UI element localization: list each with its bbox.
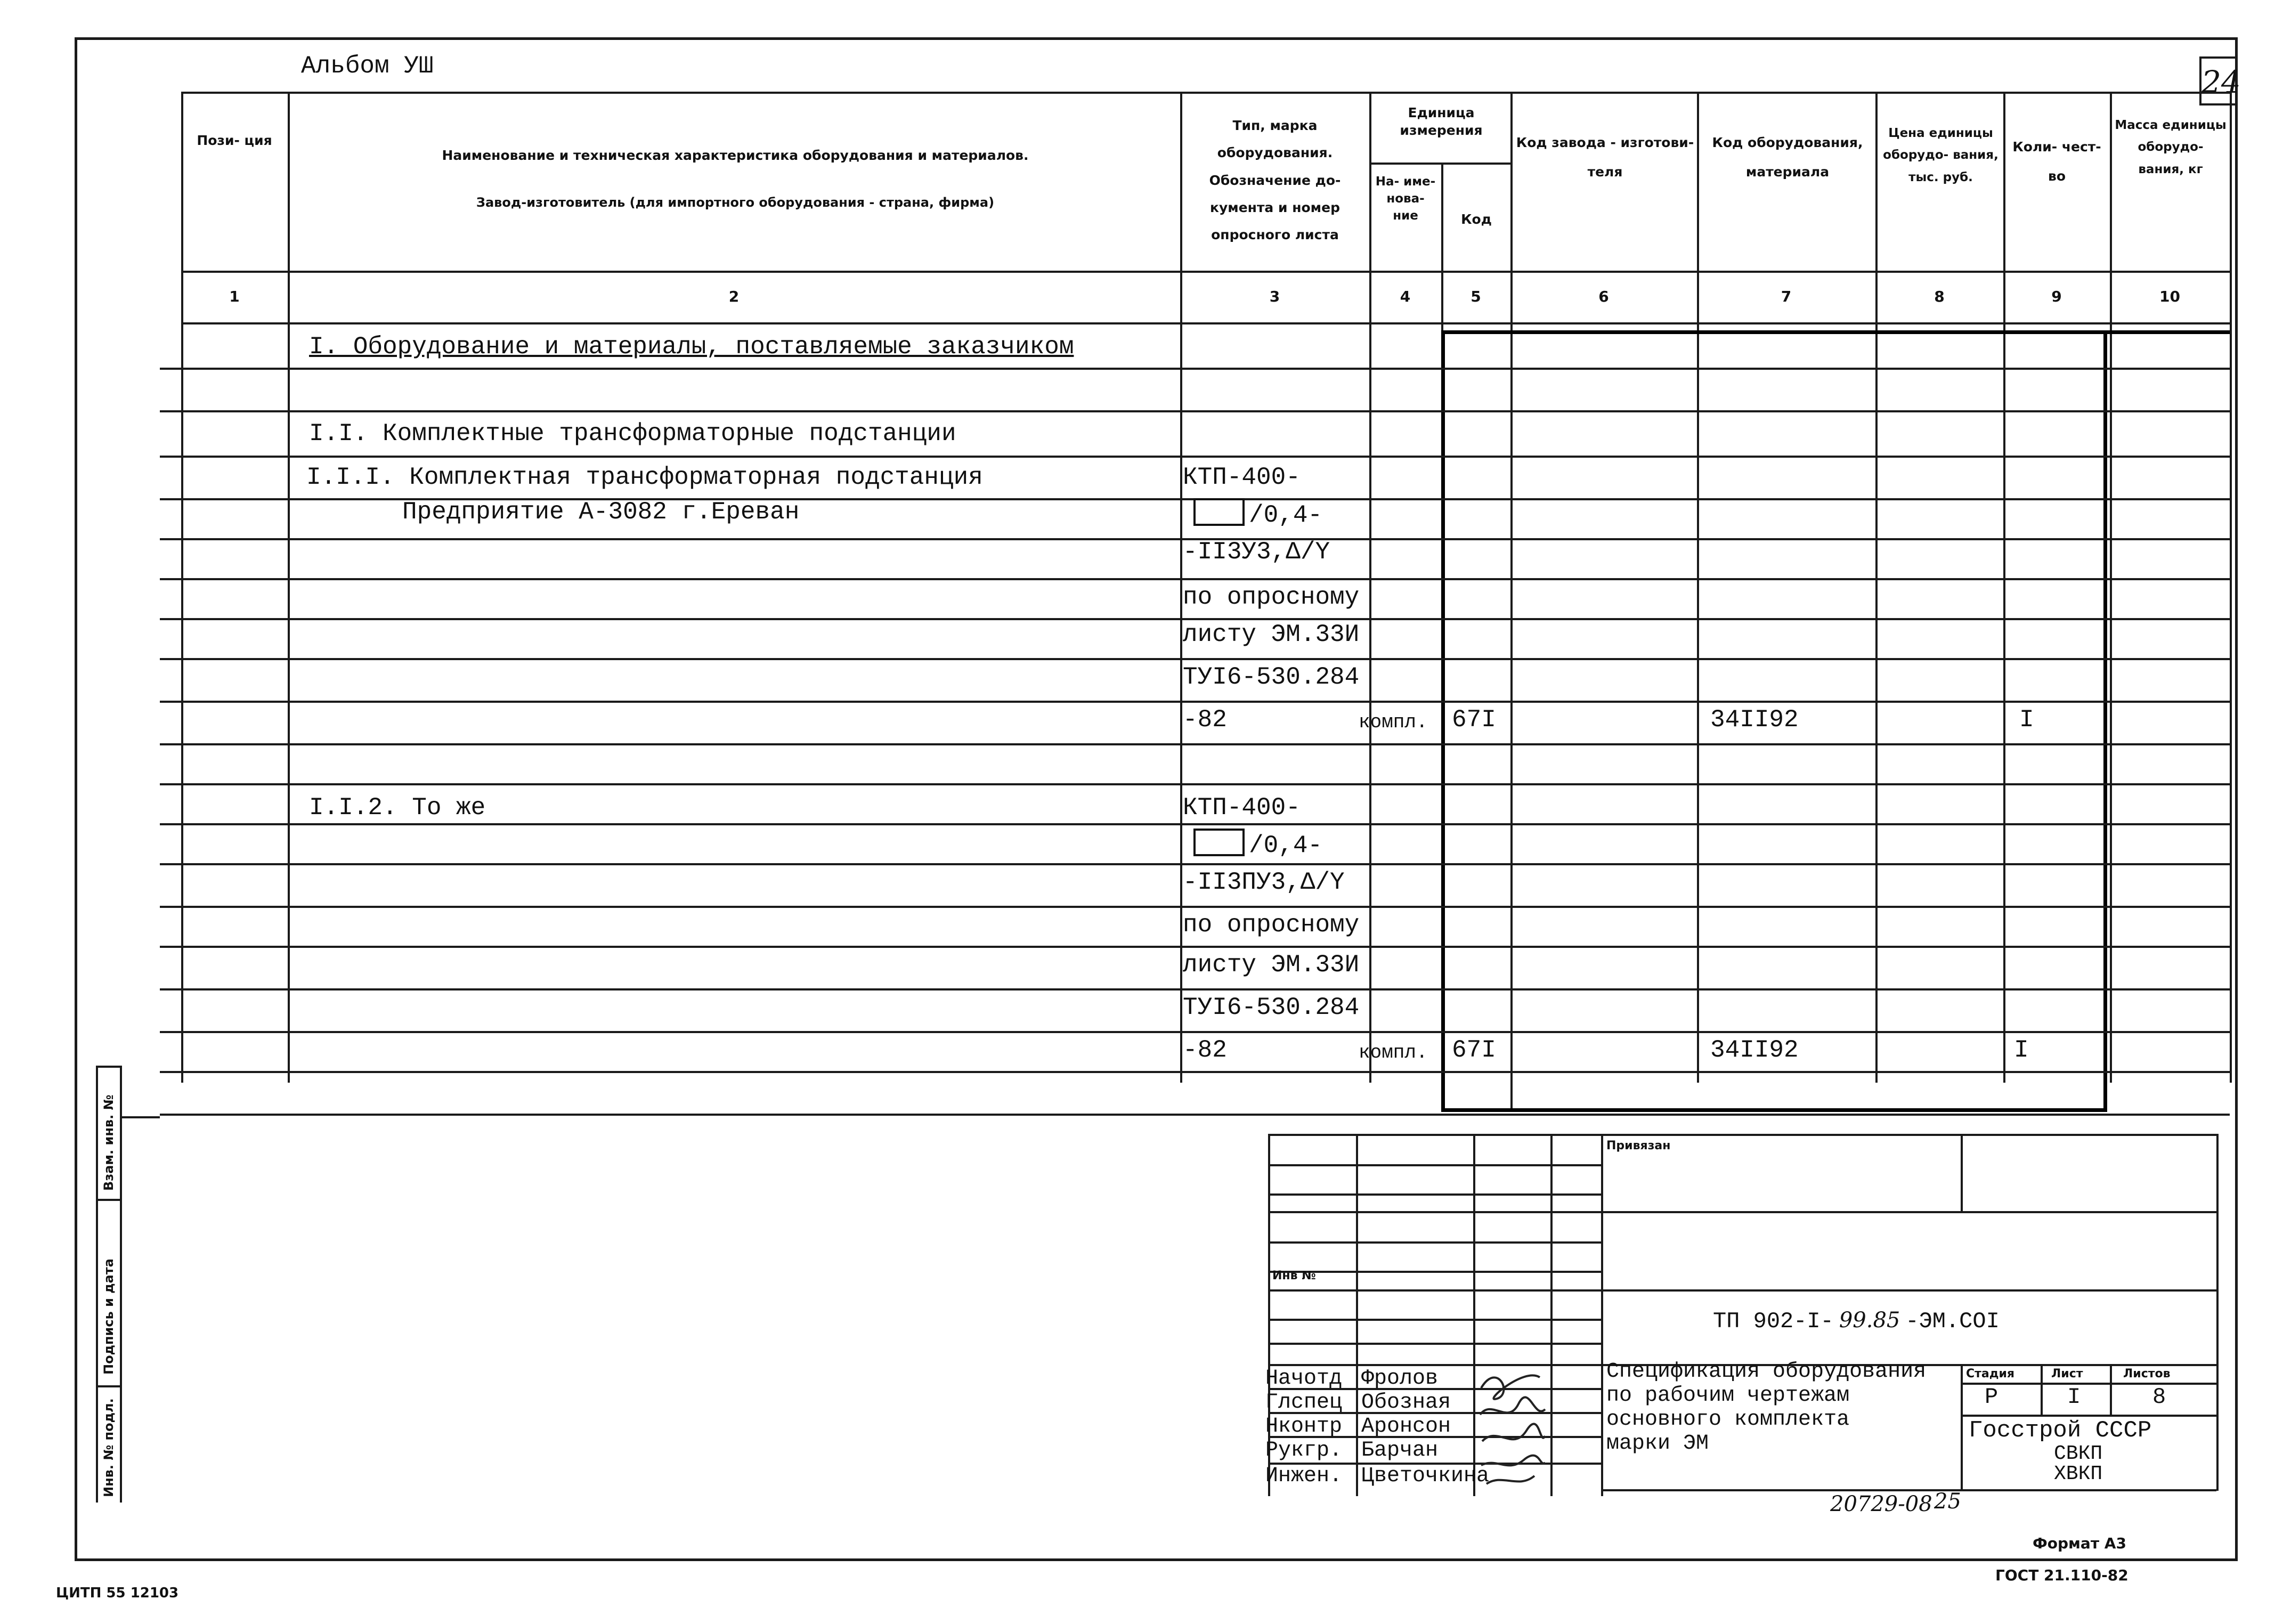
header-bottom-line — [181, 271, 2230, 273]
header-mass: Масса единицы оборудо- вания, кг — [2115, 118, 2227, 176]
col-line — [1369, 92, 1371, 1083]
item-1-1-1-code: 34II92 — [1710, 706, 1799, 734]
stamp-line — [1356, 1134, 1358, 1496]
header-maker: Завод-изготовитель (для импортного оборудования - страна, фирма) — [476, 195, 995, 210]
row-line — [160, 1031, 2230, 1033]
section-1-title: I. Оборудование и материалы, поставляемые заказчиком — [309, 333, 1074, 361]
stamp-role-0: Начотд — [1265, 1367, 1343, 1391]
col-line — [1875, 92, 1878, 1083]
header-position: Пози- ция — [197, 133, 272, 148]
stamp-line — [1268, 1289, 2216, 1292]
stamp-org-1: СВКП — [2054, 1442, 2103, 1465]
stamp-stage: Р — [1985, 1384, 1998, 1410]
colnum-2: 2 — [728, 288, 740, 305]
stamp-title-1: по рабочим чертежам — [1606, 1384, 1850, 1408]
header-unit-code: Код — [1461, 212, 1492, 227]
header-unit-group: Единица измерения — [1400, 105, 1483, 138]
side-label-vzam-inv: Взам. инв. № — [101, 1094, 116, 1191]
item-1-1-2-qty: I — [2014, 1036, 2029, 1064]
stamp-sheet: I — [2067, 1384, 2081, 1410]
stamp-hand-number: 20729-08 — [1830, 1492, 1932, 1516]
item-1-1-1-type-3: по опросному — [1183, 583, 1360, 611]
row-line — [160, 578, 2230, 580]
col-line — [181, 92, 183, 1083]
unit-group-line — [1369, 163, 1510, 165]
item-1-1-1-type-6: -82 — [1183, 706, 1227, 734]
stamp-privyazan: Привязан — [1606, 1139, 1671, 1152]
col-line — [1697, 92, 1699, 1083]
header-plant-code: Код завода - изготови- теля — [1516, 135, 1694, 180]
stamp-line — [1268, 1241, 1601, 1244]
stamp-sheets-label: Листов — [2123, 1367, 2171, 1381]
item-1-1-2-unit: компл. — [1359, 1042, 1428, 1063]
stamp-line — [1601, 1134, 1603, 1496]
stamp-hand-number2: 25 — [1934, 1489, 1961, 1514]
item-1-1-1-unit: компл. — [1359, 711, 1428, 733]
stamp-line — [1268, 1271, 1601, 1273]
item-1-1-2-code: 34II92 — [1710, 1036, 1799, 1064]
header-equipment-code: Код оборудования, материала — [1712, 135, 1863, 180]
stamp-title-2: основного комплекта — [1606, 1408, 1850, 1432]
binding-strip-line — [96, 1066, 120, 1068]
item-1-1-1-type-2: -II3У3,Δ/Y — [1183, 538, 1330, 566]
side-label-inv-podl: Инв. № подл. — [101, 1398, 116, 1497]
row-line — [160, 701, 2230, 703]
stamp-line — [1550, 1134, 1553, 1496]
stamp-line — [1268, 1211, 2216, 1213]
gost-label: ГОСТ 21.110-82 — [1995, 1566, 2128, 1584]
item-1-1-2-type-3: по опросному — [1183, 911, 1360, 939]
header-unit-name: На- име- нова- ние — [1375, 175, 1436, 223]
binding-strip-edge — [96, 1066, 98, 1503]
row-line — [160, 783, 2230, 785]
side-label-signature-date: Подпись и дата — [101, 1258, 116, 1375]
binding-strip-line — [96, 1199, 120, 1201]
item-1-1-2-type-4: листу ЭМ.33И — [1183, 951, 1360, 979]
stamp-name-4: Цветочкина — [1361, 1464, 1490, 1488]
stamp-line — [1961, 1383, 2216, 1385]
row-line — [160, 658, 2230, 660]
stamp-stage-label: Стадия — [1966, 1367, 2015, 1381]
colnum-6: 6 — [1598, 288, 1609, 305]
item-1-1-1-maker: Предприятие А-3082 г.Ереван — [402, 498, 800, 526]
header-type: Тип, марка оборудования. Обозначение до- кумента и номер опросного листа — [1209, 118, 1341, 242]
stamp-inv-no: Инв № — [1272, 1269, 1316, 1282]
stamp-line — [1268, 1319, 1601, 1321]
stamp-name-1: Обозная — [1361, 1391, 1451, 1415]
item-1-1-2-type-0: КТП-400- — [1183, 794, 1301, 822]
binding-strip-line — [96, 1385, 120, 1387]
colnum-4: 4 — [1400, 288, 1411, 305]
header-quantity: Коли- чест- во — [2012, 139, 2101, 184]
stamp-title-0: Спецификация оборудования — [1606, 1360, 1927, 1384]
stamp-line — [120, 1116, 160, 1118]
item-1-1-1-unitcode: 67I — [1452, 706, 1496, 734]
item-1-1-2-type-1: /0,4- — [1193, 829, 1322, 859]
item-1-1-1-type-5: ТУI6-530.284 — [1183, 663, 1360, 691]
row-line — [160, 988, 2230, 990]
stamp-org-2: ХВКП — [2054, 1463, 2103, 1485]
stamp-role-1: Глспец — [1265, 1391, 1343, 1415]
colnum-7: 7 — [1781, 288, 1792, 305]
header-name: Наименование и техническая характеристика оборудования и материалов. — [442, 148, 1029, 163]
col-line — [2230, 92, 2232, 1083]
stamp-name-2: Аронсон — [1361, 1415, 1451, 1439]
stamp-doc-code: ТП 902-I- 99.85 -ЭМ.COI — [1713, 1308, 2000, 1334]
stamp-role-3: Рукгр. — [1265, 1439, 1343, 1463]
stamp-role-4: Инжен. — [1265, 1464, 1343, 1488]
col-line — [2110, 92, 2112, 1083]
colnum-9: 9 — [2051, 288, 2062, 305]
stamp-role-2: Нконтр — [1265, 1415, 1343, 1439]
item-1-1-2-type-2: -II3ПУ3,Δ/Y — [1183, 868, 1345, 896]
item-1-1-2-type-6: -82 — [1183, 1036, 1227, 1064]
item-1-1-2-type-5: ТУI6-530.284 — [1183, 994, 1360, 1021]
item-1-1-1-type-0: КТП-400- — [1183, 464, 1301, 491]
stamp-sheet-label: Лист — [2051, 1367, 2083, 1381]
stamp-title-3: марки ЭМ — [1606, 1432, 1709, 1456]
stamp-line — [1601, 1489, 2216, 1491]
stamp-line — [1473, 1134, 1475, 1496]
row-line — [160, 410, 2230, 412]
stamp-line — [1268, 1343, 1601, 1345]
colnum-10: 10 — [2159, 288, 2180, 305]
stamp-line — [1961, 1415, 2216, 1417]
col-line — [2003, 92, 2005, 1083]
table-top-line — [181, 92, 2230, 94]
row-line — [160, 618, 2230, 620]
format-label: Формат А3 — [2033, 1534, 2126, 1552]
bold-box-left — [1441, 330, 1445, 1111]
stamp-line — [1961, 1134, 1963, 1211]
bold-box-top — [1441, 330, 2230, 334]
col-line — [1510, 92, 1513, 1108]
row-line — [160, 368, 2230, 370]
blank-box — [1193, 829, 1245, 856]
bold-box-right — [2103, 330, 2107, 1111]
stamp-org-0: Госстрой СССР — [1969, 1417, 2152, 1444]
row-line — [160, 743, 2230, 745]
colnum-bottom-line — [181, 322, 2230, 324]
stamp-name-3: Барчан — [1361, 1439, 1439, 1463]
section-1-1-title: I.I. Комплектные трансформаторные подстанции — [309, 420, 956, 448]
signature-scribbles — [1476, 1356, 1550, 1489]
colnum-5: 5 — [1471, 288, 1481, 305]
col-line — [288, 92, 290, 1083]
item-1-1-1-name: I.I.I. Комплектная трансформаторная подстанция — [306, 464, 983, 491]
colnum-3: 3 — [1269, 288, 1280, 305]
row-line — [160, 1071, 2230, 1073]
item-1-1-1-type-1: /0,4- — [1193, 498, 1322, 529]
stamp-sheets: 8 — [2152, 1384, 2166, 1410]
stamp-name-0: Фролов — [1361, 1367, 1439, 1391]
print-mark: ЦИТП 55 12103 — [56, 1585, 179, 1601]
stamp-line — [1268, 1193, 1601, 1196]
item-1-1-1-type-4: листу ЭМ.33И — [1183, 621, 1360, 648]
row-line — [160, 946, 2230, 948]
item-1-1-2-name: I.I.2. То же — [309, 794, 486, 822]
row-line — [160, 906, 2230, 908]
bold-box-bottom — [1441, 1108, 2107, 1112]
stamp-line — [2041, 1364, 2043, 1415]
stamp-line — [1268, 1164, 1601, 1166]
stamp-line — [1268, 1134, 2216, 1136]
sheet-number: 24 — [2199, 56, 2238, 105]
item-1-1-1-qty: I — [2019, 706, 2034, 734]
row-line — [160, 456, 2230, 458]
binding-strip-edge — [120, 1066, 122, 1503]
row-line — [160, 823, 2230, 825]
album-title: Альбом УШ — [301, 52, 434, 80]
row-line — [160, 863, 2230, 865]
colnum-1: 1 — [229, 288, 240, 305]
stamp-line — [2110, 1364, 2112, 1415]
header-price: Цена единицы оборудо- вания, тыс. руб. — [1883, 126, 1998, 184]
col-line — [1180, 92, 1182, 1083]
blank-box — [1193, 498, 1245, 526]
item-1-1-2-unitcode: 67I — [1452, 1036, 1496, 1064]
stamp-line — [2216, 1134, 2219, 1491]
table-bottom-line — [160, 1114, 2230, 1116]
colnum-8: 8 — [1934, 288, 1945, 305]
